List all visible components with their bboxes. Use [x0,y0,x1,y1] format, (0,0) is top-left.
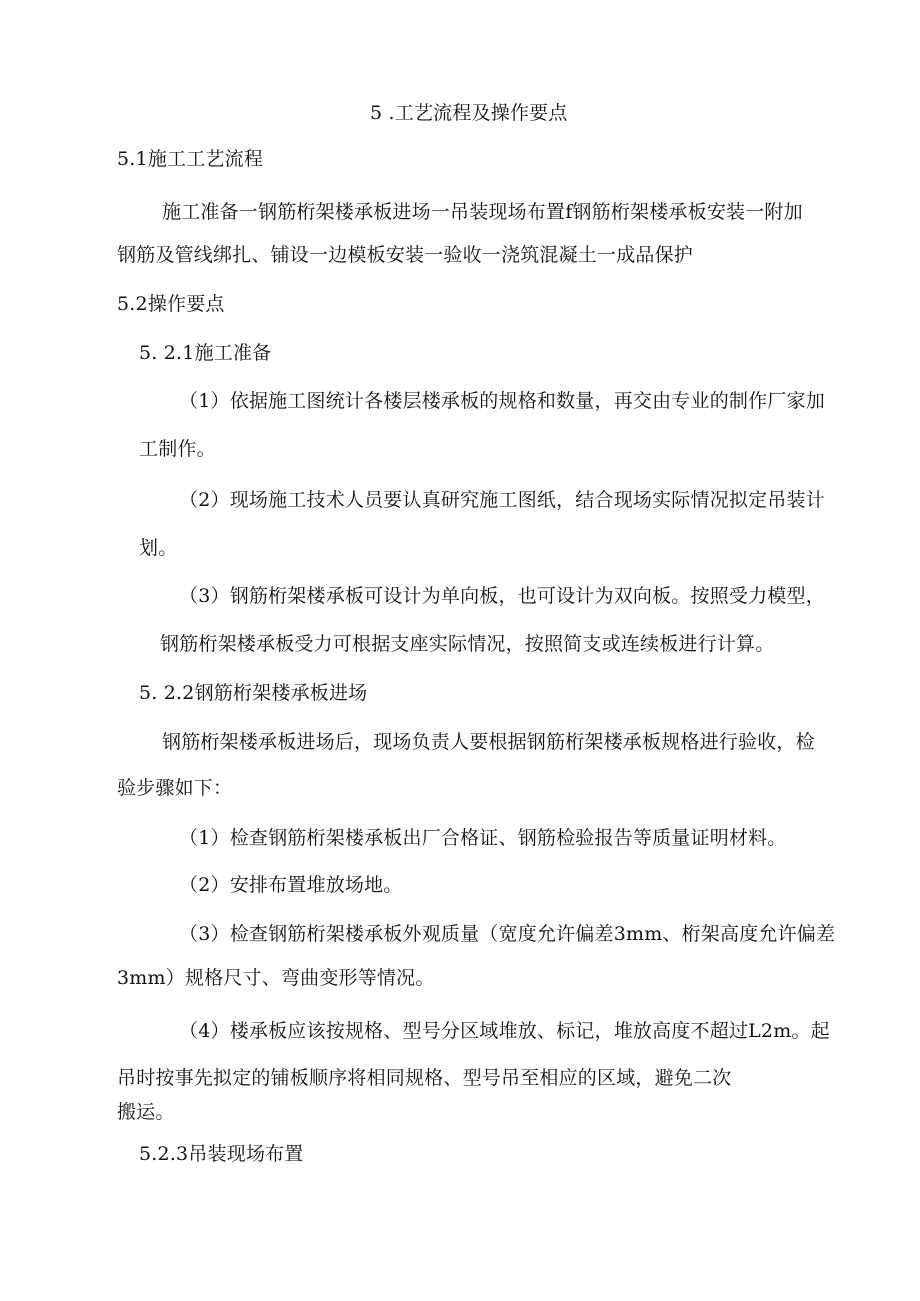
section-5-1-heading: 5.1施工工艺流程 [117,148,264,170]
section-5-2-1-item-1-line-1: （1）依据施工图统计各楼层楼承板的规格和数量，再交由专业的制作厂家加 [179,390,825,412]
section-5-2-1-item-3-line-1: （3）钢筋桁架楼承板可设计为单向板，也可设计为双向板。按照受力模型， [179,585,825,607]
section-5-2-2-item-2: （2）安排布置堆放场地。 [179,874,403,896]
section-5-2-1-item-2-line-1: （2）现场施工技术人员要认真研究施工图纸，结合现场实际情况拟定吊装计 [179,489,825,511]
section-5-2-2-paragraph-line-1: 钢筋桁架楼承板进场后，现场负责人要根据钢筋桁架楼承板规格进行验收，检 [162,731,815,753]
section-5-2-heading: 5.2操作要点 [117,293,225,315]
document-title: 5 .工艺流程及操作要点 [370,102,568,124]
section-5-2-2-paragraph-line-2: 验步骤如下： [117,777,233,799]
section-5-2-2-item-3-line-1: （3）检查钢筋桁架楼承板外观质量（宽度允许偏差3mm、桁架高度允许偏差 [179,923,836,945]
section-5-2-2-item-4-line-1: （4）楼承板应该按规格、型号分区域堆放、标记，堆放高度不超过L2m。起 [179,1020,830,1042]
section-5-1-paragraph-line-1: 施工准备一钢筋桁架楼承板进场一吊装现场布置f钢筋桁架楼承板安装一附加 [162,201,803,223]
section-5-2-2-item-3-line-2: 3mm）规格尺寸、弯曲变形等情况。 [117,967,435,989]
section-5-2-1-item-3-line-2: 钢筋桁架楼承板受力可根据支座实际情况，按照简支或连续板进行计算。 [160,633,775,655]
section-5-2-2-item-1: （1）检查钢筋桁架楼承板出厂合格证、钢筋检验报告等质量证明材料。 [179,827,787,849]
section-5-1-paragraph-line-2: 钢筋及管线绑扎、铺设一边模板安装一验收一浇筑混凝土一成品保护 [117,244,694,266]
section-5-2-2-item-4-line-2: 吊时按事先拟定的铺板顺序将相同规格、型号吊至相应的区域，避免二次 [117,1067,732,1089]
section-5-2-2-heading: 5. 2.2钢筋桁架楼承板进场 [139,682,368,704]
section-5-2-3-heading: 5.2.3吊装现场布置 [139,1143,304,1165]
section-5-2-1-item-2-line-2: 划。 [139,537,178,559]
section-5-2-2-item-4-line-3: 搬运。 [117,1101,175,1123]
section-5-2-1-heading: 5. 2.1施工准备 [139,342,272,364]
section-5-2-1-item-1-line-2: 工制作。 [139,438,216,460]
